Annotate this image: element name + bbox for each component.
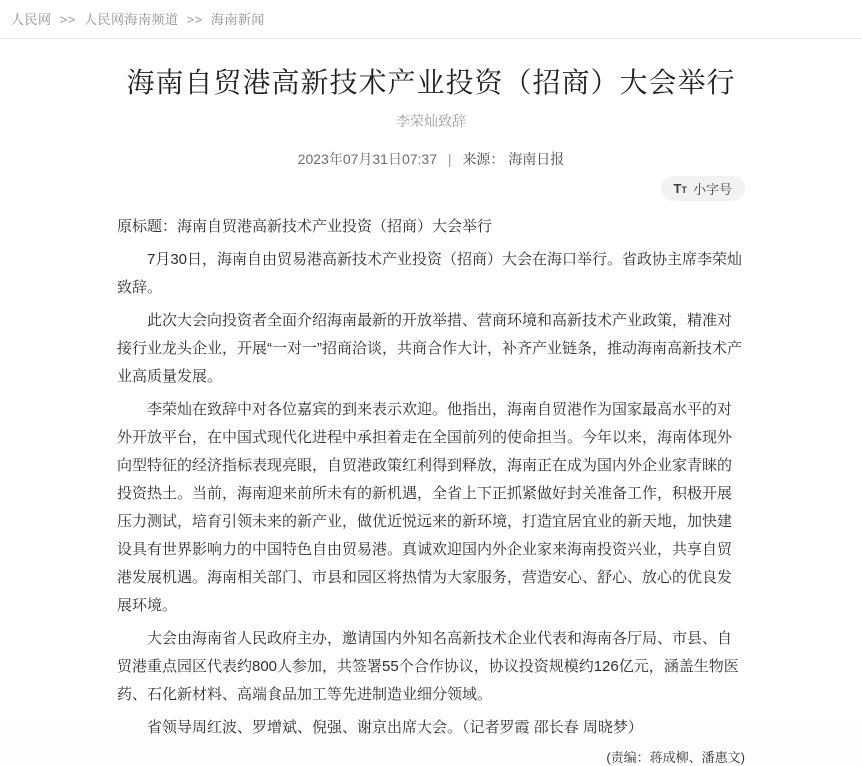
breadcrumb-item-peoples-net[interactable]: 人民网 [11,12,52,27]
meta-divider: | [447,151,452,167]
breadcrumb-separator: >> [59,12,76,27]
font-size-label: 小字号 [692,182,732,197]
breadcrumb-item-hainan-channel[interactable]: 人民网海南频道 [83,12,179,27]
editor-credit: (责编：蒋成柳、潘惠文) [606,750,745,765]
breadcrumb [0,0,862,39]
paragraph: 7月30日，海南自由贸易港高新技术产业投资（招商）大会在海口举行。省政协主席李荣灿致辞。 [117,251,743,296]
breadcrumb-separator: >> [186,12,203,27]
font-size-button[interactable] [661,176,745,201]
article-meta [117,149,745,169]
paragraph: 省领导周红波、罗增斌、倪强、谢京出席大会。（记者罗霞 邵长春 周晓梦） [147,719,643,736]
source-link[interactable]: 海南日报 [508,151,565,167]
original-title-line: 原标题：海南自贸港高新技术产业投资（招商）大会举行 [117,218,493,235]
paragraph: 此次大会向投资者全面介绍海南最新的开放举措、营商环境和高新技术产业政策，精准对接行业龙头企业，开展“一对一”招商洽谈，共商合作大计，补齐产业链条，推动海南高新技术产业高质量发展。 [117,312,742,385]
breadcrumb-item-hainan-news[interactable]: 海南新闻 [210,12,265,27]
page-title: 海南自贸港高新技术产业投资（招商）大会举行 [126,67,736,98]
article-toolbar [117,176,745,201]
article [117,65,745,766]
paragraph: 大会由海南省人民政府主办，邀请国内外知名高新技术企业代表和海南各厅局、市县、自贸港重点园区代表约800人参加，共签署55个合作协议，协议投资规模约126亿元，涵盖生物医药、石化新材料、高端食品加工等先进制造业细分领域。 [117,630,739,703]
paragraph: 李荣灿在致辞中对各位嘉宾的到来表示欢迎。他指出，海南自贸港作为国家最高水平的对外开放平台，在中国式现代化进程中承担着走在全国前列的使命担当。今年以来，海南体现外向型特征的经济指标表现亮眼，自贸港政策红利得到释放，海南正在成为国内外企业家青睐的投资热土。当前，海南迎来前所未有的新机遇，全省上下正抓紧做好封关准备工作，积极开展压力测试，培育引领未来的新产业，做优近悦远来的新环境，打造宜居宜业的新天地，加快建设具有世界影响力的中国特色自由贸易港。真诚欢迎国内外企业家来海南投资兴业，共享自贸港发展机遇。海南相关部门、市县和园区将热情为大家服务，营造安心、舒心、放心的优良发展环境。 [117,401,733,614]
font-size-icon: T T [673,181,687,196]
source-label: 来源： [462,151,505,167]
publish-date: 2023年07月31日07:37 [297,151,437,167]
article-body [117,213,745,742]
article-subtitle: 李荣灿致辞 [396,113,466,129]
